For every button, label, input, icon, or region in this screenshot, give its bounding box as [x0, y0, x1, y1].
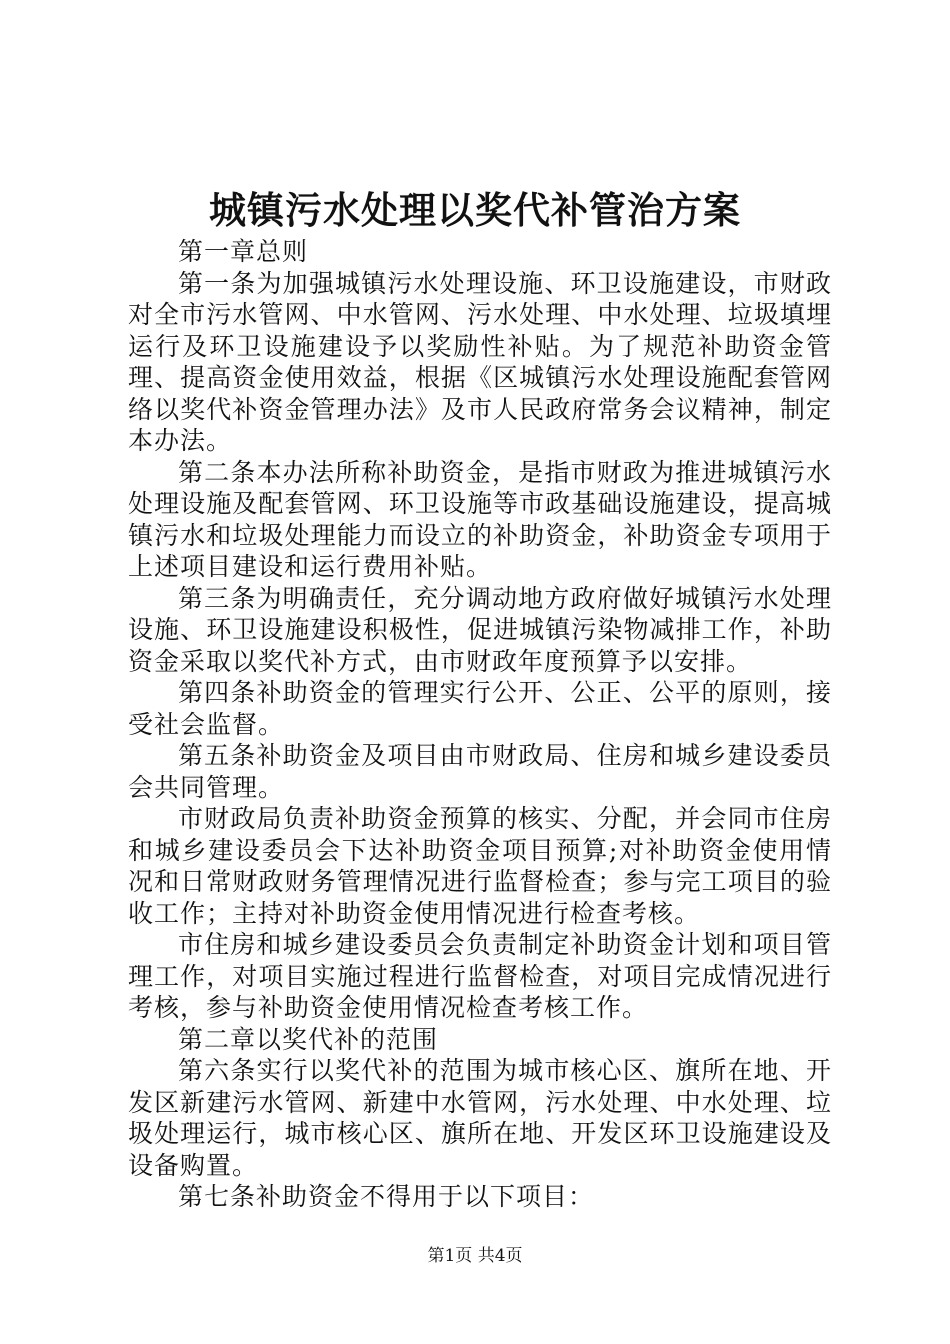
article-paragraph: 第七条补助资金不得用于以下项目： [178, 1182, 595, 1211]
document-title: 城镇污水处理以奖代补管治方案 [209, 188, 741, 232]
article-paragraph: 第三条为明确责任，充分调动地方政府做好城镇污水处理设施、环卫设施建设积极性，促进城镇污染物减排工作，补助资金采取以奖代补方式，由市财政年度预算予以安排。 [128, 583, 832, 676]
article-paragraph: 市财政局负责补助资金预算的核实、分配，并会同市住房和城乡建设委员会下达补助资金项目预算;对补助资金使用情况和日常财政财务管理情况进行监督检查；参与完工项目的验收工作；主持对补助资金使用情况进行检查考核。 [128, 804, 832, 928]
article-paragraph: 第二条本办法所称补助资金，是指市财政为推进城镇污水处理设施及配套管网、环卫设施等市政基础设施建设，提高城镇污水和垃圾处理能力而设立的补助资金，补助资金专项用于上述项目建设和运行费用补贴。 [128, 457, 832, 581]
article-paragraph: 第一条为加强城镇污水处理设施、环卫设施建设，市财政对全市污水管网、中水管网、污水处理、中水处理、垃圾填埋运行及环卫设施建设予以奖励性补贴。为了规范补助资金管理、提高资金使用效益，根据《区城镇污水处理设施配套管网络以奖代补资金管理办法》及市人民政府常务会议精神，制定本办法。 [128, 268, 832, 455]
article-paragraph: 第五条补助资金及项目由市财政局、住房和城乡建设委员会共同管理。 [128, 741, 832, 802]
document-body [128, 236, 832, 1213]
article-paragraph: 市住房和城乡建设委员会负责制定补助资金计划和项目管理工作，对项目实施过程进行监督检查，对项目完成情况进行考核，参与补助资金使用情况检查考核工作。 [128, 930, 832, 1022]
page-number-footer: 第1页 共4页 [427, 1246, 523, 1266]
article-paragraph: 第四条补助资金的管理实行公开、公正、公平的原则，接受社会监督。 [128, 678, 832, 739]
chapter-heading: 第一章总则 [178, 237, 309, 266]
article-paragraph: 第六条实行以奖代补的范围为城市核心区、旗所在地、开发区新建污水管网、新建中水管网，污水处理、中水处理、垃圾处理运行，城市核心区、旗所在地、开发区环卫设施建设及设备购置。 [128, 1056, 832, 1180]
chapter-heading: 第二章以奖代补的范围 [178, 1024, 439, 1054]
